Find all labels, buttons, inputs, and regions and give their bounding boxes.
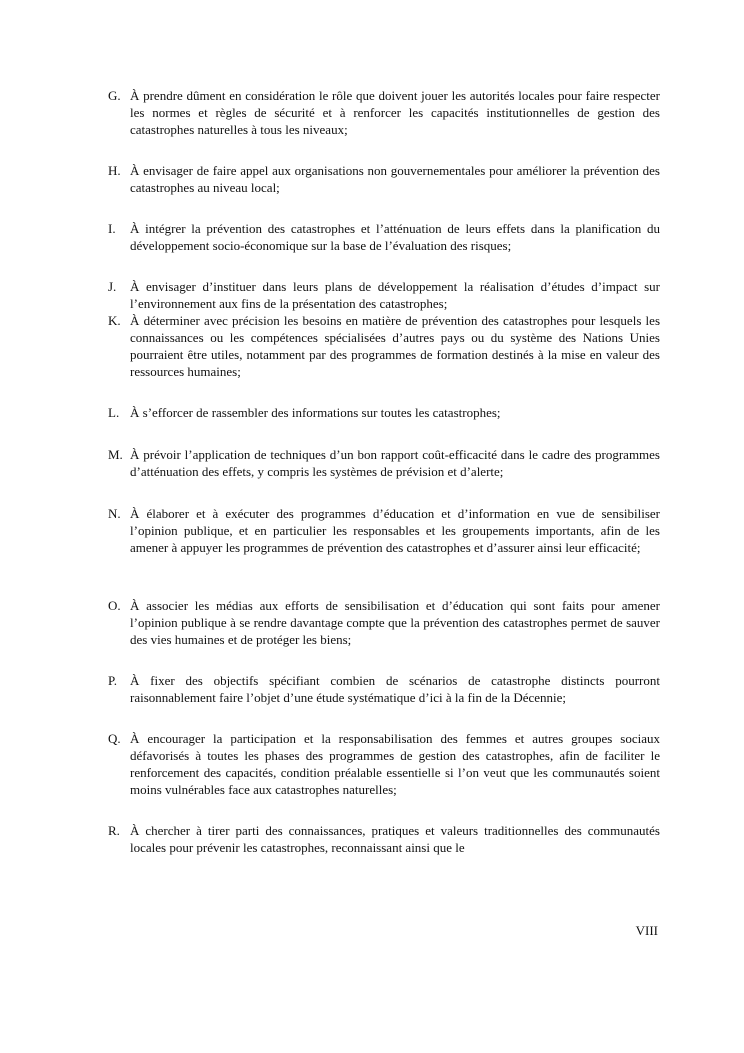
- item-text: À envisager d’instituer dans leurs plans de développement la réalisation d’études d’impact sur l’environnement aux fins de la présentation des catastrophes;: [130, 279, 660, 311]
- item-text: À s’efforcer de rassembler des informations sur toutes les catastrophes;: [130, 405, 501, 420]
- item-text: À associer les médias aux efforts de sensibilisation et d’éducation qui sont faits pour amener l’opinion publique à se rendre davantage compte que la prévention des catastrophes permet de sauver des vies humaines et de protéger les biens;: [130, 598, 660, 647]
- item-text: À intégrer la prévention des catastrophes et l’atténuation de leurs effets dans la planification du développement socio-économique sur la base de l’évaluation des risques;: [130, 221, 660, 253]
- item-letter: M.: [108, 447, 123, 462]
- list-item-n: [108, 505, 660, 556]
- list-item-g: [108, 87, 660, 138]
- item-letter: O.: [108, 598, 121, 613]
- item-letter: L.: [108, 405, 120, 420]
- item-letter: G.: [108, 88, 121, 103]
- item-letter: H.: [108, 163, 121, 178]
- list-item-l: [108, 404, 660, 421]
- list-item-p: [108, 672, 660, 706]
- item-text: À envisager de faire appel aux organisations non gouvernementales pour améliorer la prévention des catastrophes au niveau local;: [130, 163, 660, 195]
- item-letter: Q.: [108, 731, 121, 746]
- list-item-r: [108, 822, 660, 856]
- item-letter: R.: [108, 823, 120, 838]
- list-item-i: [108, 220, 660, 254]
- item-text: À fixer des objectifs spécifiant combien de scénarios de catastrophe distincts pourront raisonnablement faire l’objet d’une étude systématique d’ici à la fin de la Décennie;: [130, 673, 660, 705]
- item-letter: P.: [108, 673, 118, 688]
- item-letter: N.: [108, 506, 121, 521]
- list-item-k: [108, 312, 660, 380]
- list-item-q: [108, 730, 660, 798]
- item-text: À déterminer avec précision les besoins en matière de prévention des catastrophes pour lesquels les connaissances ou les compétences spécialisées d’autres pays ou du système des Nations Unies pourraient être utiles, notamment par des programmes de formation destinés à la mise en valeur des ressources humaines;: [130, 313, 660, 379]
- item-letter: K.: [108, 313, 121, 328]
- item-text: À prévoir l’application de techniques d’un bon rapport coût-efficacité dans le cadre des programmes d’atténuation des effets, y compris les systèmes de prévision et d’alerte;: [130, 447, 660, 479]
- list-item-j: [108, 278, 660, 312]
- item-text: À chercher à tirer parti des connaissances, pratiques et valeurs traditionnelles des communautés locales pour prévenir les catastrophes, reconnaissant ainsi que le: [130, 823, 660, 855]
- item-text: À élaborer et à exécuter des programmes d’éducation et d’information en vue de sensibiliser l’opinion publique, et en particulier les responsables et les groupements importants, afin de les amener à appuyer les programmes de prévention des catastrophes et d’assurer ainsi leur efficacité;: [130, 506, 660, 555]
- page-number: VIII: [635, 923, 658, 938]
- item-letter: I.: [108, 221, 116, 236]
- list-item-m: [108, 446, 660, 480]
- item-letter: J.: [108, 279, 117, 294]
- item-text: À encourager la participation et la responsabilisation des femmes et autres groupes sociaux défavorisés à toutes les phases des programmes de gestion des catastrophes, afin de faciliter le renforcement des capacités, condition préalable essentielle si l’on veut que les communautés soient moins vulnérables face aux catastrophes naturelles;: [130, 731, 660, 797]
- list-item-h: [108, 162, 660, 196]
- list-item-o: [108, 597, 660, 648]
- item-text: À prendre dûment en considération le rôle que doivent jouer les autorités locales pour faire respecter les normes et règles de sécurité et à renforcer les capacités institutionnelles de gestion des catastrophes naturelles à tous les niveaux;: [130, 88, 660, 137]
